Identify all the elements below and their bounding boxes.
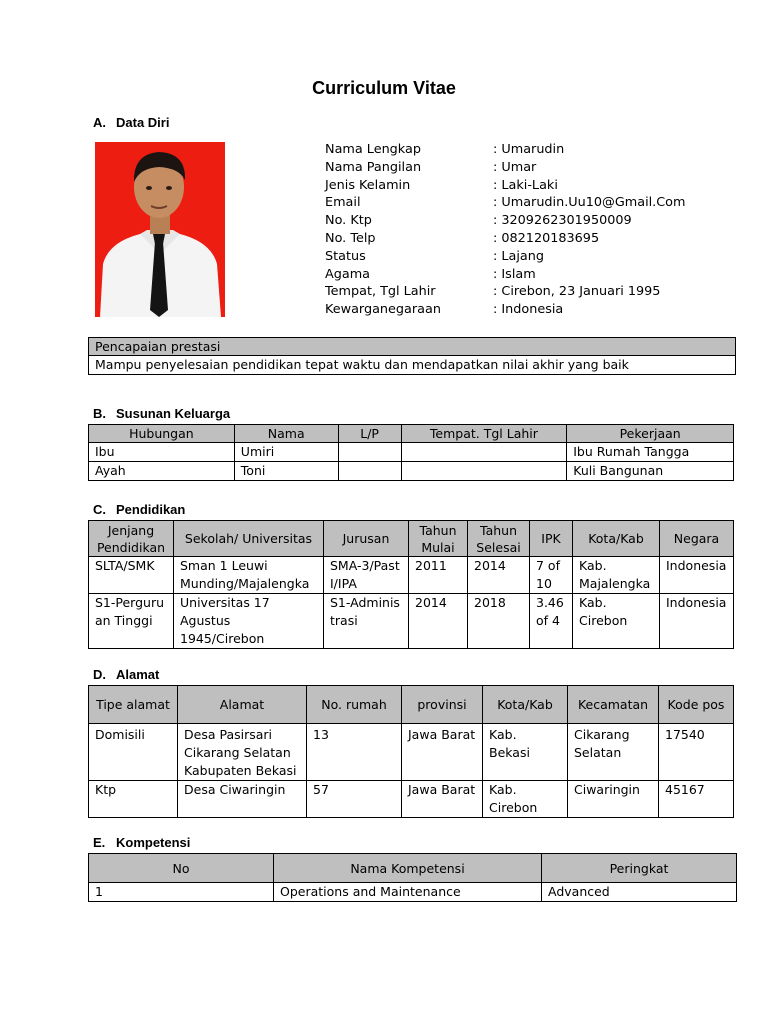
column-header: Sekolah/ Universitas	[174, 521, 324, 557]
table-cell: Ktp	[89, 781, 178, 818]
section-letter: C.	[93, 502, 106, 517]
info-value: : Laki-Laki	[493, 177, 558, 193]
column-header: Tipe alamat	[89, 686, 178, 724]
column-header: Nama	[234, 425, 338, 443]
table-cell: 7 of 10	[530, 557, 573, 594]
table-cell: 17540	[659, 724, 734, 781]
section-label: Data Diri	[116, 115, 170, 130]
column-header: Tahun Selesai	[468, 521, 530, 557]
table-cell	[338, 443, 401, 462]
info-value: : 082120183695	[493, 230, 600, 246]
info-row	[325, 159, 685, 177]
table-cell: Operations and Maintenance	[274, 883, 542, 902]
info-row	[325, 212, 685, 230]
info-row	[325, 266, 685, 284]
table-cell: Toni	[234, 462, 338, 481]
section-letter: D.	[93, 667, 106, 682]
table-cell: SLTA/SMK	[89, 557, 174, 594]
section-label: Alamat	[116, 667, 160, 682]
family-table	[88, 424, 734, 481]
table-cell: Domisili	[89, 724, 178, 781]
table-cell: Kab. Cirebon	[573, 594, 660, 649]
education-table	[88, 520, 734, 649]
competence-table	[88, 853, 737, 902]
table-cell: 3.46 of 4	[530, 594, 573, 649]
table-cell: Kab. Bekasi	[483, 724, 568, 781]
info-label: Nama Lengkap	[325, 142, 421, 157]
column-header: IPK	[530, 521, 573, 557]
section-b-heading	[93, 406, 230, 421]
column-header: Peringkat	[542, 854, 737, 883]
table-cell: Ibu Rumah Tangga	[567, 443, 734, 462]
column-header: Nama Kompetensi	[274, 854, 542, 883]
info-value: : Islam	[493, 266, 536, 282]
table-cell	[401, 462, 567, 481]
table-cell: Advanced	[542, 883, 737, 902]
section-e-heading	[93, 835, 190, 850]
table-row	[89, 557, 734, 594]
table-cell: Kab. Majalengka	[573, 557, 660, 594]
table-cell: 13	[307, 724, 402, 781]
column-header: Kota/Kab	[483, 686, 568, 724]
info-label: No. Telp	[325, 230, 376, 246]
table-row	[89, 594, 734, 649]
column-header: Alamat	[178, 686, 307, 724]
column-header: Jenjang Pendidikan	[89, 521, 174, 557]
info-row	[325, 194, 685, 212]
table-row	[89, 883, 737, 902]
table-cell: Jawa Barat	[402, 781, 483, 818]
table-cell: 2011	[409, 557, 468, 594]
achievement-table	[88, 337, 736, 375]
info-label: Tempat, Tgl Lahir	[325, 284, 436, 300]
info-label: Jenis Kelamin	[325, 177, 411, 193]
table-cell: Indonesia	[660, 594, 734, 649]
table-cell: 2018	[468, 594, 530, 649]
info-value: : Indonesia	[493, 302, 564, 318]
column-header: Pekerjaan	[567, 425, 734, 443]
section-letter: E.	[93, 835, 106, 850]
table-cell: S1-Perguruan Tinggi	[89, 594, 174, 649]
address-table	[88, 685, 734, 818]
profile-photo	[95, 142, 225, 317]
table-cell: 2014	[409, 594, 468, 649]
info-value: : Umarudin	[493, 142, 565, 157]
table-header-row	[89, 521, 734, 557]
info-row	[325, 248, 685, 266]
table-cell: Kuli Bangunan	[567, 462, 734, 481]
table-cell: 2014	[468, 557, 530, 594]
table-header-row	[89, 338, 736, 356]
table-cell: Indonesia	[660, 557, 734, 594]
column-header: No. rumah	[307, 686, 402, 724]
table-cell: S1-Administrasi	[324, 594, 409, 649]
table-cell	[338, 462, 401, 481]
table-header-row	[89, 686, 734, 724]
info-label: Kewarganegaraan	[325, 302, 441, 318]
info-row	[325, 141, 685, 159]
table-row	[89, 462, 734, 481]
table-cell: Ciwaringin	[568, 781, 659, 818]
table-row	[89, 443, 734, 462]
section-letter: A.	[93, 115, 106, 130]
info-value: : 3209262301950009	[493, 213, 632, 229]
column-header: Tempat. Tgl Lahir	[401, 425, 567, 443]
table-cell: Desa Pasirsari Cikarang Selatan Kabupaten Bekasi	[178, 724, 307, 781]
info-label: Nama Pangilan	[325, 159, 422, 175]
table-cell: Sman 1 Leuwi Munding/Majalengka	[174, 557, 324, 594]
column-header: provinsi	[402, 686, 483, 724]
table-header-row	[89, 425, 734, 443]
column-header: L/P	[338, 425, 401, 443]
document-title: Curriculum Vitae	[312, 78, 456, 98]
section-d-heading	[93, 667, 159, 682]
table-cell: Cikarang Selatan	[568, 724, 659, 781]
info-row	[325, 230, 685, 248]
achievement-text: Mampu penyelesaian pendidikan tepat waktu dan mendapatkan nilai akhir yang baik	[89, 356, 736, 375]
table-row	[89, 724, 734, 781]
info-label: Email	[325, 195, 361, 211]
column-header: Kecamatan	[568, 686, 659, 724]
table-row	[89, 356, 736, 375]
column-header: Hubungan	[89, 425, 235, 443]
column-header: Kota/Kab	[573, 521, 660, 557]
section-a-heading	[93, 115, 169, 130]
section-letter: B.	[93, 406, 106, 421]
person-portrait-image	[95, 142, 225, 317]
achievement-header: Pencapaian prestasi	[89, 338, 736, 356]
table-cell: Umiri	[234, 443, 338, 462]
info-label: No. Ktp	[325, 213, 372, 229]
column-header: Negara	[660, 521, 734, 557]
table-cell: 45167	[659, 781, 734, 818]
column-header: No	[89, 854, 274, 883]
table-cell: Desa Ciwaringin	[178, 781, 307, 818]
table-header-row	[89, 854, 737, 883]
table-cell: 57	[307, 781, 402, 818]
table-cell: Kab. Cirebon	[483, 781, 568, 818]
info-label: Status	[325, 248, 366, 264]
info-value: : Cirebon, 23 Januari 1995	[493, 284, 661, 300]
section-label: Susunan Keluarga	[116, 406, 231, 421]
info-row	[325, 283, 685, 301]
column-header: Kode pos	[659, 686, 734, 724]
column-header: Jurusan	[324, 521, 409, 557]
table-cell: Ibu	[89, 443, 235, 462]
info-value: : Umar	[493, 159, 537, 175]
table-cell: Jawa Barat	[402, 724, 483, 781]
section-label: Pendidikan	[116, 502, 186, 517]
section-c-heading	[93, 502, 185, 517]
table-cell: 1	[89, 883, 274, 902]
info-row	[325, 177, 685, 195]
info-row	[325, 301, 685, 319]
section-label: Kompetensi	[116, 835, 191, 850]
info-value: : Umarudin.Uu10@Gmail.Com	[493, 195, 686, 211]
info-value: : Lajang	[493, 248, 544, 264]
table-row	[89, 781, 734, 818]
table-cell: Universitas 17 Agustus 1945/Cirebon	[174, 594, 324, 649]
table-cell: SMA-3/PastI/IPA	[324, 557, 409, 594]
table-cell: Ayah	[89, 462, 235, 481]
personal-info-list	[325, 141, 685, 319]
info-label: Agama	[325, 266, 371, 282]
table-cell	[401, 443, 567, 462]
column-header: Tahun Mulai	[409, 521, 468, 557]
